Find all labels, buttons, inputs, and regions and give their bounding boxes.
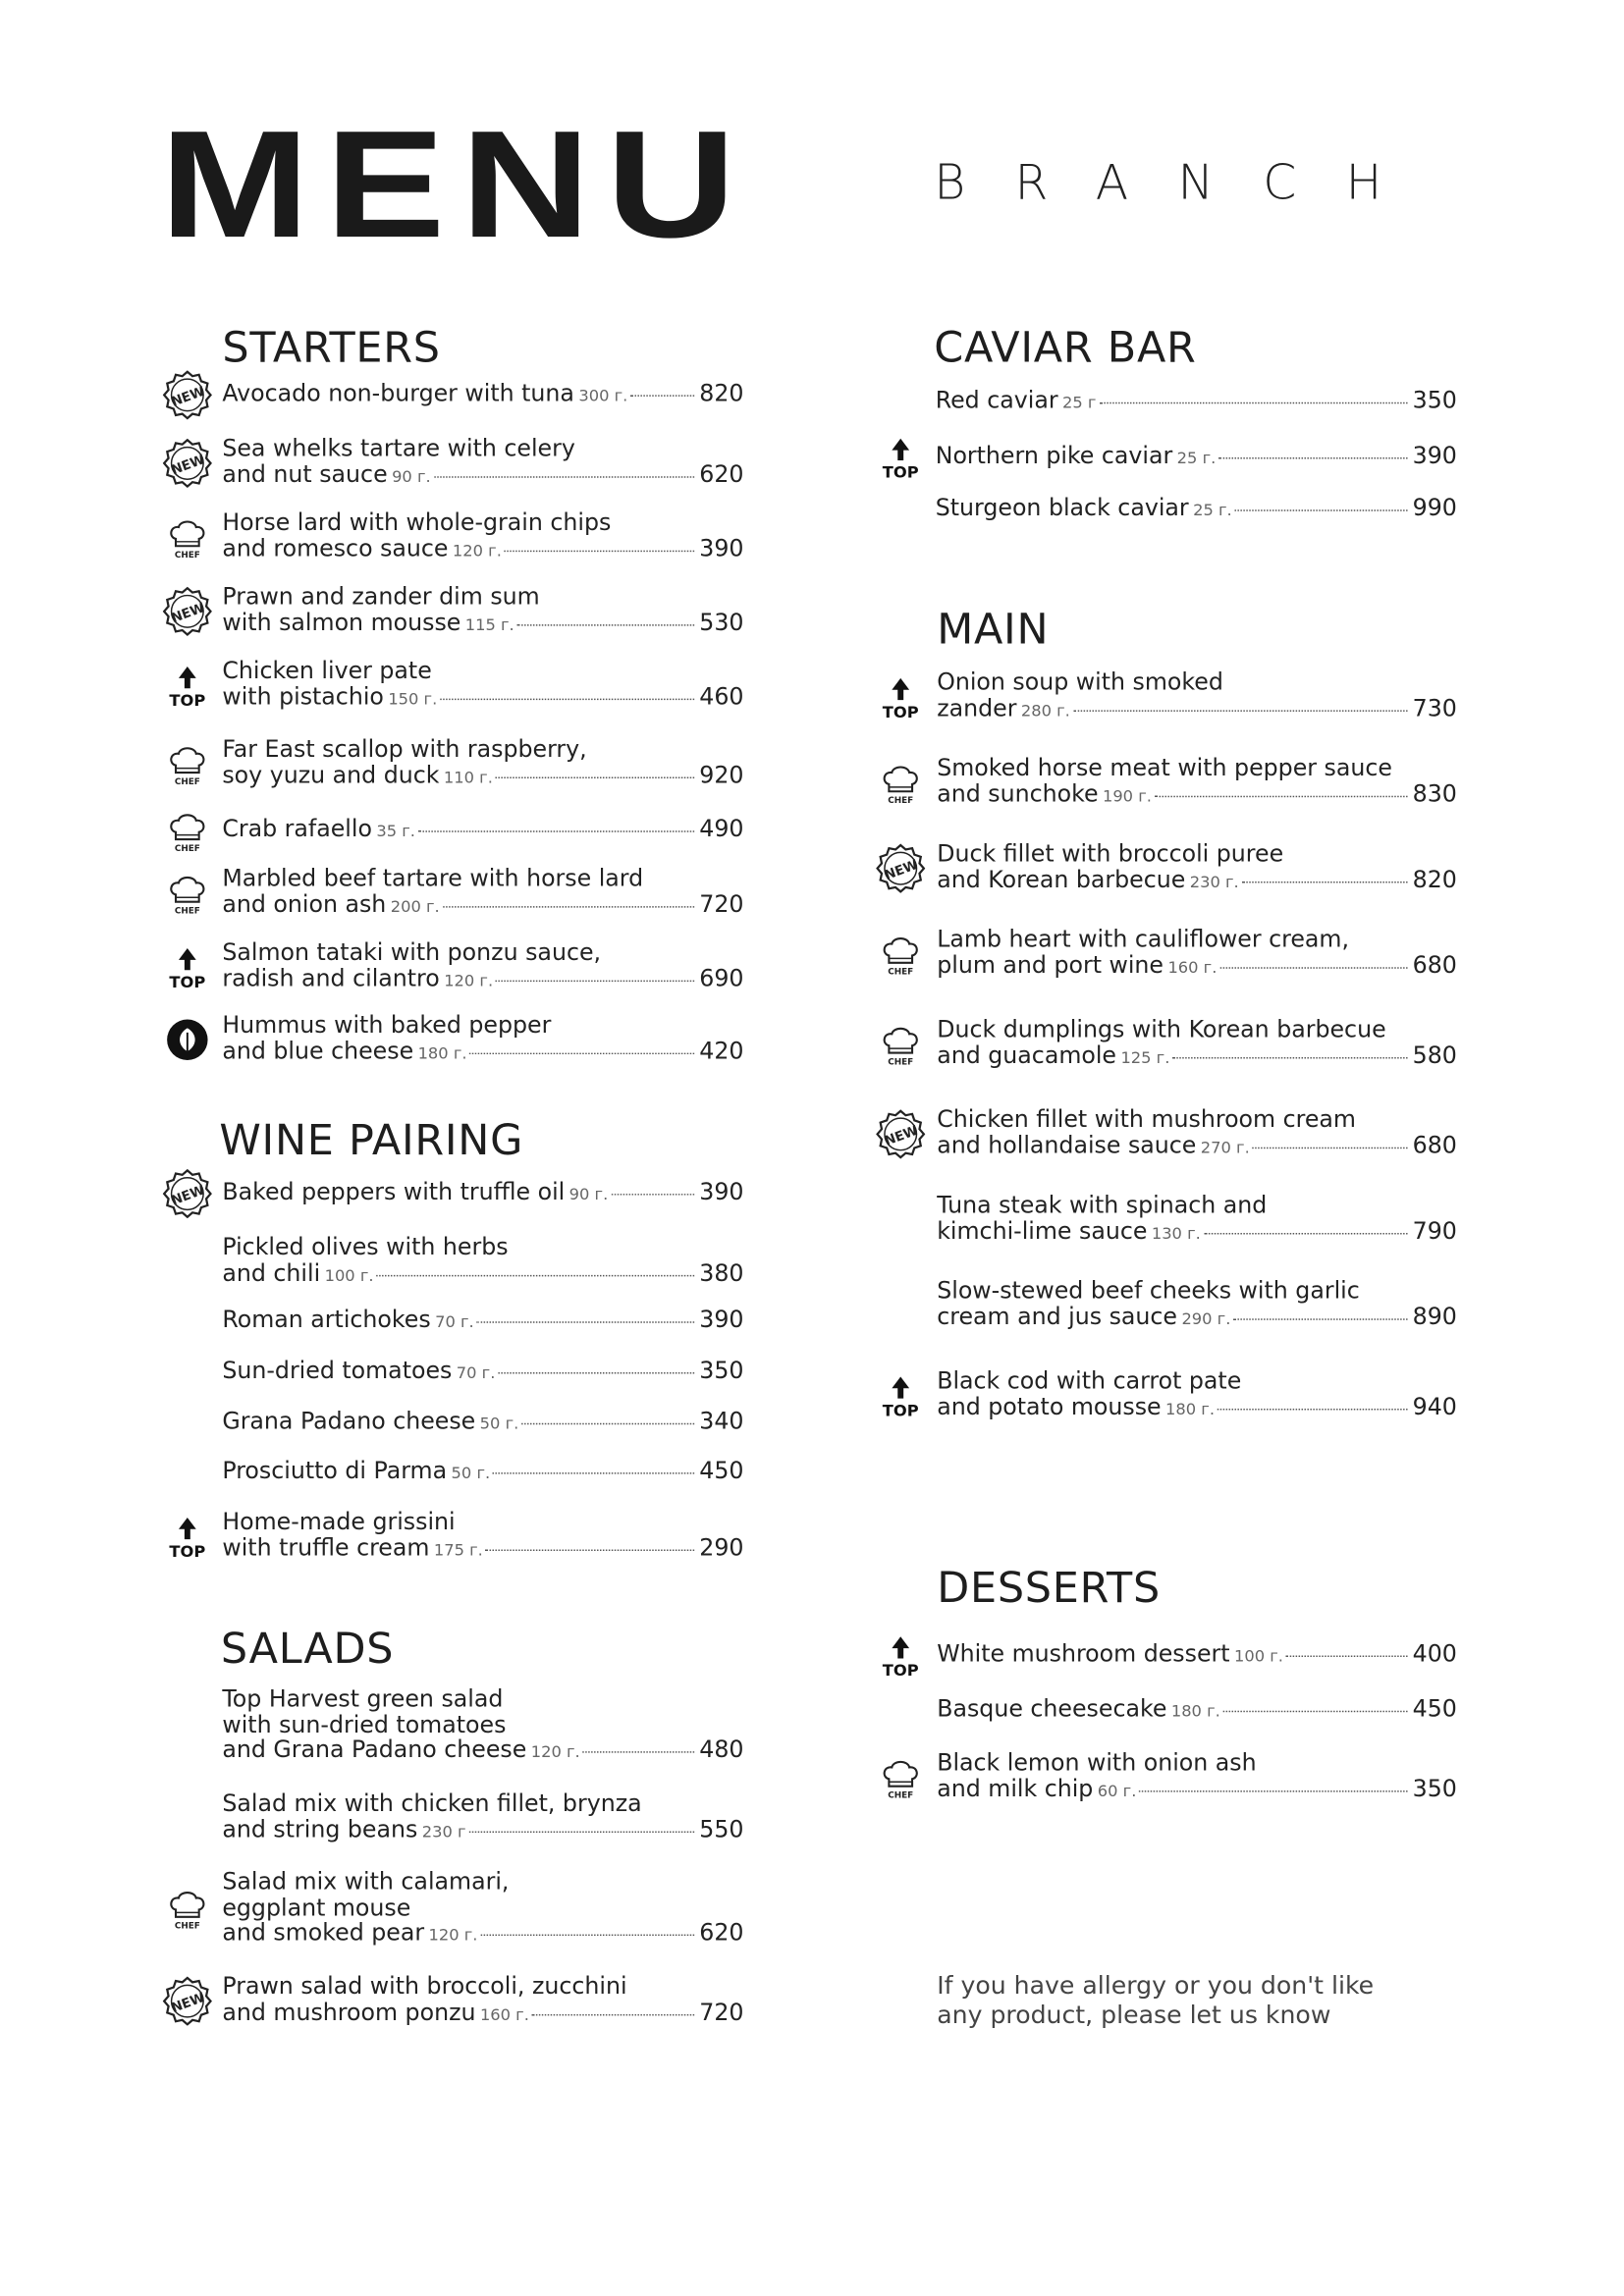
item-price: 390 [699,1177,744,1205]
item-name-line: plum and port wine [937,950,1164,979]
item-name-line: Slow-stewed beef cheeks with garlic [937,1276,1360,1305]
item-price: 350 [1412,1774,1457,1802]
dot-leader [470,1052,695,1053]
menu-item [222,1869,743,1951]
item-name-line: Top Harvest green salad [222,1684,504,1713]
menu-item [937,755,1457,812]
item-name-line: White mushroom dessert [937,1639,1230,1668]
svg-text:NEW: NEW [169,1182,207,1208]
item-name-line: and hollandaise sauce [937,1130,1197,1158]
item-name-line: Chicken liver pate [222,656,432,684]
top-arrow-icon [876,671,925,721]
svg-text:CHEF: CHEF [174,776,200,787]
section-title-salads: SALADS [220,1623,395,1674]
svg-text:NEW: NEW [169,452,207,478]
menu-item [222,1358,743,1389]
item-name-line: Northern pike caviar [935,441,1173,469]
dot-leader [1204,1232,1408,1233]
brand-name: BRANCH [934,153,1432,211]
item-weight: 280 г. [1020,700,1070,721]
item-name-line: and smoked pear [222,1918,425,1947]
item-name-line: Sturgeon black caviar [935,493,1189,522]
item-price: 790 [1412,1215,1457,1245]
dot-leader [583,1751,695,1752]
item-name-line: with pistachio [222,681,384,710]
item-price: 420 [699,1036,744,1064]
item-weight: 180 г. [1170,1701,1220,1722]
menu-item [222,1307,743,1338]
item-price: 990 [1412,493,1457,522]
menu-title: MENU [159,100,752,271]
item-price: 350 [1412,386,1457,414]
menu-item [222,436,743,493]
menu-item [937,1750,1457,1807]
item-name-line: radish and cilantro [222,963,440,991]
chef-hat-icon [163,868,212,917]
menu-item [936,443,1457,474]
menu-item [222,816,743,847]
svg-text:TOP: TOP [169,1541,206,1561]
dot-leader [1155,795,1408,796]
item-weight: 180 г. [1165,1399,1216,1418]
allergy-note [937,1972,1374,2030]
top-arrow-icon [876,432,925,481]
item-name-line: Duck fillet with broccoli puree [937,839,1284,868]
item-weight: 90 г. [392,466,431,486]
menu-item [222,1686,743,1769]
item-name-line: kimchi-lime sauce [937,1215,1148,1245]
item-name-line: and guacamole [937,1040,1117,1069]
svg-text:CHEF: CHEF [888,1789,914,1800]
chef-hat-icon [876,758,925,807]
item-price: 730 [1412,693,1457,721]
item-price: 680 [1412,1130,1457,1158]
chef-hat-icon [876,1752,925,1801]
item-weight: 200 г. [390,896,440,916]
item-weight: 180 г. [417,1042,467,1063]
dot-leader [1286,1656,1408,1657]
section-title-caviar-bar: CAVIAR BAR [934,322,1197,372]
item-price: 920 [699,760,744,788]
section-title-desserts: DESSERTS [937,1562,1161,1613]
svg-text:NEW: NEW [169,1990,207,2016]
item-weight: 290 г. [1181,1308,1231,1328]
item-name-line: and string beans [222,1814,418,1842]
item-name-line: cream and jus sauce [937,1302,1178,1330]
dot-leader [477,1321,695,1322]
svg-text:CHEF: CHEF [174,550,200,561]
item-weight: 70 г. [456,1363,496,1383]
chef-hat-icon [876,929,925,978]
item-name-line: Home-made grissini [222,1507,456,1535]
item-name-line: Crab rafaello [222,814,372,843]
chef-hat-icon [163,738,212,787]
svg-text:CHEF: CHEF [174,905,200,916]
menu-item [222,1509,743,1566]
item-name-line: and Grana Padano cheese [222,1735,527,1763]
item-weight: 25 г. [1193,501,1232,520]
item-price: 340 [699,1407,744,1435]
item-weight: 50 г. [451,1464,491,1483]
item-price: 890 [1412,1302,1457,1330]
dot-leader [377,1274,695,1275]
section-title-wine-pairing: WINE PAIRING [219,1115,524,1165]
item-name-line: with salmon mousse [222,608,461,636]
item-name-line: Baked peppers with truffle oil [222,1177,566,1205]
dot-leader [521,1423,695,1424]
svg-text:CHEF: CHEF [888,1056,914,1067]
item-name-line: eggplant mouse [222,1893,411,1921]
item-weight: 150 г. [388,688,438,709]
dot-leader [418,830,695,831]
item-weight: 120 г. [530,1742,580,1762]
item-name-line: Prawn and zander dim sum [222,582,540,611]
item-price: 390 [699,1305,744,1334]
dot-leader [480,1935,694,1936]
menu-item [222,1234,743,1291]
menu-item [936,495,1457,526]
chef-hat-icon [876,1019,925,1068]
item-price: 580 [1412,1040,1457,1069]
svg-text:TOP: TOP [882,462,919,482]
item-weight: 60 г. [1097,1781,1137,1800]
item-price: 820 [1412,864,1457,893]
svg-text:TOP: TOP [169,690,206,710]
dot-leader [498,1372,694,1373]
item-weight: 115 г. [464,614,514,634]
menu-item [222,866,743,923]
item-price: 460 [699,681,744,710]
svg-text:NEW: NEW [169,600,207,626]
menu-item [937,1017,1457,1074]
menu-item [937,1696,1457,1728]
item-weight: 190 г. [1102,786,1152,806]
allergy-note-line-1: If you have allergy or you don't like [937,1972,1375,2002]
svg-text:TOP: TOP [169,972,206,991]
top-arrow-icon [876,1630,925,1680]
new-stamp-icon [876,843,925,892]
menu-item [937,1193,1457,1250]
svg-text:CHEF: CHEF [174,1922,200,1933]
item-weight: 100 г. [1233,1646,1283,1666]
menu-item [222,1409,743,1440]
svg-text:NEW: NEW [169,384,207,410]
item-name-line: and Korean barbecue [937,864,1186,893]
dot-leader [496,776,695,777]
new-stamp-icon [163,438,212,487]
top-arrow-icon [163,1511,212,1560]
dot-leader [1218,457,1408,458]
chef-hat-icon [163,806,212,855]
new-stamp-icon [163,586,212,635]
item-price: 530 [699,608,744,636]
item-weight: 120 г. [444,970,494,990]
section-title-starters: STARTERS [222,322,441,372]
dot-leader [1218,1408,1408,1409]
item-name-line: and nut sauce [222,459,388,488]
item-name-line: Avocado non-burger with tuna [222,379,574,407]
dot-leader [496,980,695,981]
item-name-line: and chili [222,1257,321,1287]
item-weight: 230 г. [1189,872,1239,891]
item-name-line: Duck dumplings with Korean barbecue [937,1015,1386,1043]
dot-leader [440,698,695,699]
item-name-line: Prawn salad with broccoli, zucchini [222,1972,627,2001]
dot-leader [1073,710,1408,711]
item-price: 480 [699,1735,744,1763]
item-name-line: Smoked horse meat with pepper sauce [937,753,1392,781]
item-price: 400 [1412,1639,1457,1668]
item-name-line: soy yuzu and duck [222,760,440,788]
item-price: 390 [699,533,744,561]
svg-text:TOP: TOP [882,1400,919,1419]
item-price: 390 [1412,441,1457,469]
new-stamp-icon [163,1976,212,2025]
menu-item [937,927,1457,984]
item-name-line: with truffle cream [222,1532,430,1561]
menu-item [222,584,743,641]
item-price: 720 [699,889,744,918]
svg-text:TOP: TOP [882,702,919,721]
item-name-line: Black cod with carrot pate [937,1366,1242,1395]
item-weight: 120 г. [452,541,502,561]
item-name-line: Marbled beef tartare with horse lard [222,864,644,892]
svg-text:TOP: TOP [882,1660,919,1680]
item-name-line: Sea whelks tartare with celery [222,434,575,462]
top-arrow-icon [876,1370,925,1419]
svg-text:CHEF: CHEF [888,795,914,806]
menu-item [222,1012,743,1069]
menu-item [937,669,1457,726]
item-name-line: Far East scallop with raspberry, [222,734,587,763]
item-name-line: Pickled olives with herbs [222,1233,509,1261]
item-weight: 70 г. [435,1312,474,1332]
item-price: 350 [699,1356,744,1384]
new-stamp-icon [163,370,212,419]
svg-text:NEW: NEW [883,857,921,883]
item-price: 450 [699,1456,744,1484]
item-weight: 120 г. [428,1925,478,1945]
dot-leader [505,550,695,551]
item-weight: 125 г. [1120,1047,1170,1067]
item-price: 830 [1412,778,1457,807]
svg-text:CHEF: CHEF [174,843,200,854]
menu-item [222,1458,743,1489]
item-name-line: Hummus with baked pepper [222,1010,552,1039]
item-weight: 160 г. [479,2004,529,2024]
chef-hat-icon [163,511,212,561]
menu-item [937,1106,1457,1163]
dot-leader [1139,1789,1408,1790]
item-name-line: Red caviar [935,386,1058,414]
item-name-line: Sun-dried tomatoes [222,1356,453,1384]
item-name-line: Salmon tataki with ponzu sauce, [222,937,602,966]
dot-leader [486,1549,695,1550]
item-name-line: and mushroom ponzu [222,1997,476,2026]
item-weight: 230 г [421,1821,466,1842]
chef-hat-icon [163,1884,212,1933]
top-arrow-icon [163,660,212,709]
dot-leader [493,1472,695,1473]
section-title-main: MAIN [937,604,1050,654]
item-price: 620 [699,1918,744,1947]
dot-leader [1219,967,1408,968]
dot-leader [517,623,695,624]
item-name-line: Roman artichokes [222,1305,431,1334]
item-weight: 130 г. [1151,1223,1201,1243]
item-name-line: Salad mix with calamari, [222,1867,510,1896]
menu-item [222,381,743,412]
dot-leader [443,905,695,906]
item-name-line: and onion ash [222,889,387,918]
item-name-line: and milk chip [937,1774,1094,1802]
dot-leader [532,2013,695,2014]
menu-item [937,1278,1457,1335]
item-name-line: Horse lard with whole-grain chips [222,507,612,536]
item-price: 720 [699,1997,744,2026]
item-weight: 25 г. [1176,449,1217,468]
svg-text:NEW: NEW [883,1122,921,1148]
item-weight: 35 г. [376,822,415,841]
item-weight: 270 г. [1200,1138,1250,1157]
menu-item [222,1974,743,2031]
item-name-line: with sun-dried tomatoes [222,1709,507,1738]
item-price: 940 [1412,1392,1457,1420]
menu-item [222,1790,743,1847]
dot-leader [630,395,695,396]
menu-item [222,658,743,715]
item-name-line: Onion soup with smoked [937,667,1223,696]
item-price: 290 [699,1532,744,1561]
item-price: 490 [699,814,744,843]
item-price: 620 [699,459,744,488]
item-weight: 160 г. [1167,957,1218,977]
item-name-line: and sunchoke [937,778,1099,807]
item-weight: 25 г [1062,393,1097,413]
item-name-line: Tuna steak with spinach and [937,1191,1268,1219]
new-stamp-icon [163,1169,212,1218]
item-weight: 175 г. [433,1539,483,1560]
item-price: 450 [1412,1694,1457,1723]
item-name-line: Lamb heart with cauliflower cream, [937,925,1349,953]
item-name-line: Grana Padano cheese [222,1407,476,1435]
dot-leader [1223,1711,1408,1712]
menu-item [222,509,743,566]
svg-text:CHEF: CHEF [888,966,914,977]
allergy-note-line-2: any product, please let us know [937,2001,1331,2031]
item-price: 690 [699,963,744,991]
item-weight: 50 г. [479,1414,519,1434]
dot-leader [468,1831,694,1832]
dot-leader [434,476,695,477]
menu-item [222,736,743,793]
menu-item [937,841,1457,898]
new-stamp-icon [876,1109,925,1158]
top-arrow-icon [163,941,212,990]
menu-item [222,1179,743,1210]
menu-item [222,939,743,996]
item-name-line: and blue cheese [222,1036,414,1064]
item-price: 680 [1412,950,1457,979]
item-name-line: Black lemon with onion ash [937,1748,1257,1777]
item-weight: 90 г. [568,1185,609,1204]
item-name-line: Chicken fillet with mushroom cream [937,1104,1356,1133]
item-weight: 300 г. [578,386,628,405]
menu-item [936,388,1457,419]
menu-item [937,1368,1457,1425]
item-name-line: Prosciutto di Parma [222,1456,448,1484]
dot-leader [1253,1147,1408,1148]
item-name-line: Salad mix with chicken fillet, brynza [222,1789,642,1817]
item-price: 820 [699,379,744,407]
dot-leader [1235,509,1409,510]
menu-item [937,1641,1457,1673]
item-price: 550 [699,1814,744,1842]
leaf-icon [163,1014,212,1063]
item-name-line: and romesco sauce [222,533,449,561]
item-name-line: Basque cheesecake [937,1694,1167,1723]
item-weight: 100 г. [324,1265,374,1285]
item-price: 380 [699,1257,744,1287]
dot-leader [1099,402,1408,403]
item-name-line: and potato mousse [937,1392,1162,1420]
dot-leader [1233,1318,1408,1319]
dot-leader [1172,1056,1408,1057]
item-name-line: zander [937,693,1017,721]
dot-leader [611,1194,695,1195]
item-weight: 110 г. [443,767,493,787]
